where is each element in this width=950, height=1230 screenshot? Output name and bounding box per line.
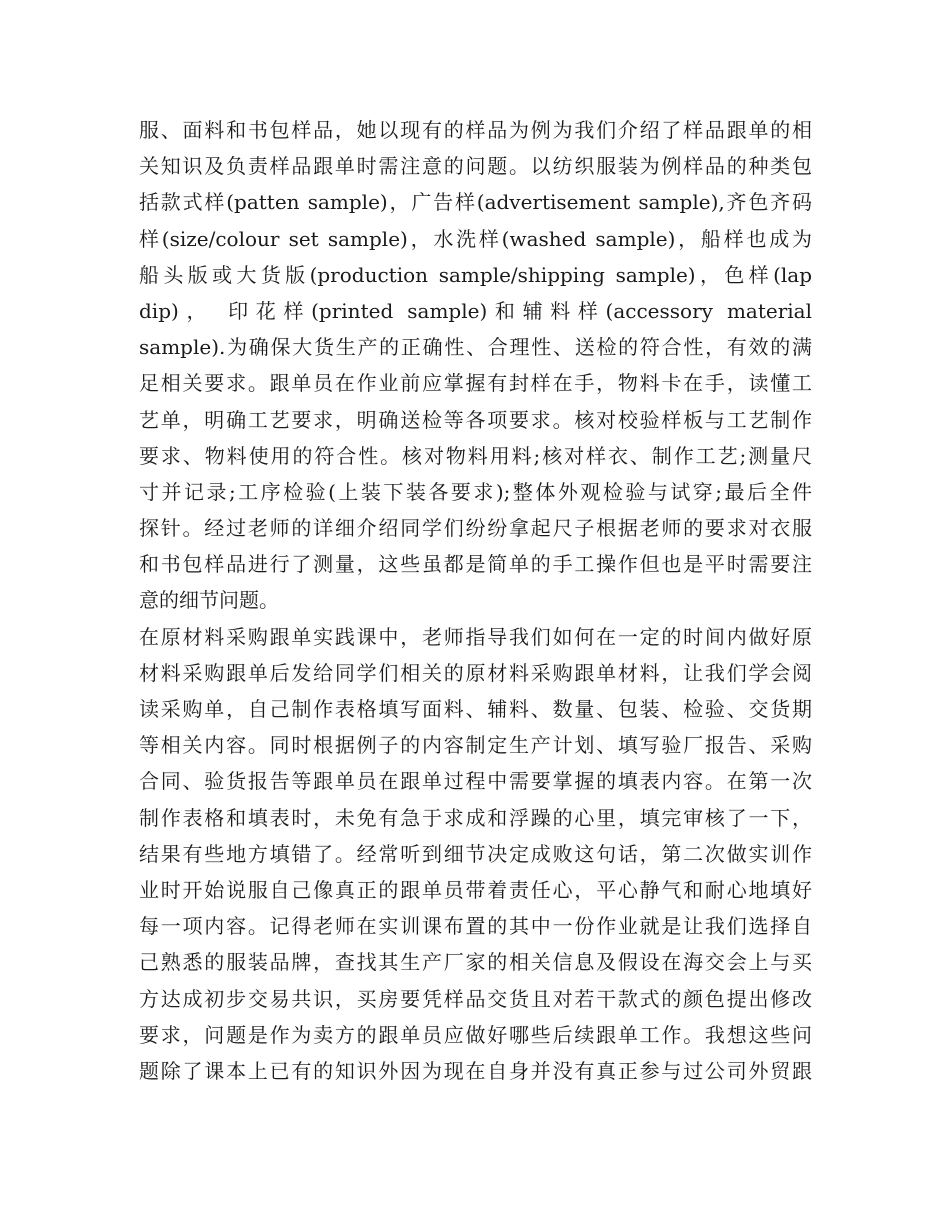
- text-line: 足相关要求。跟单员在作业前应掌握有封样在手，物料卡在手，读懂工: [139, 371, 812, 396]
- text-line: 合同、验货报告等跟单员在跟单过程中需要掌握的填表内容。在第一次: [139, 769, 812, 794]
- paragraph-1: [139, 112, 812, 619]
- text-line: 要求，问题是作为卖方的跟单员应做好哪些后续跟单工作。我想这些问: [139, 1022, 812, 1047]
- text-line: 服、面料和书包样品，她以现有的样品为例为我们介绍了样品跟单的相: [139, 118, 812, 142]
- text-line: 读采购单，自己制作表格填写面料、辅料、数量、包装、检验、交货期: [139, 697, 812, 721]
- text-line: 和书包样品进行了测量，这些虽都是简单的手工操作但也是平时需要注: [139, 552, 812, 577]
- body-text: [139, 112, 812, 1089]
- text-line: 寸并记录;工序检验(上装下装各要求);整体外观检验与试穿;最后全件: [139, 479, 812, 504]
- text-line: 等相关内容。同时根据例子的内容制定生产计划、填写验厂报告、采购: [139, 733, 812, 758]
- text-line: 每一项内容。记得老师在实训课布置的其中一份作业就是让我们选择自: [139, 914, 812, 939]
- text-line: 材料采购跟单后发给同学们相关的原材料采购跟单材料，让我们学会阅: [139, 660, 812, 685]
- text-line: 在原材料采购跟单实践课中，老师指导我们如何在一定的时间内做好原: [139, 624, 812, 649]
- text-line: 样(size/colour set sample)，水洗样(washed sample)，船样也成为: [139, 226, 812, 251]
- text-line: 意的细节问题。: [139, 588, 279, 613]
- text-line: 制作表格和填表时，未免有急于求成和浮躁的心里，填完审核了一下，: [139, 805, 812, 830]
- text-line: 括款式样(patten sample)，广告样(advertisement sample),齐色齐码: [139, 190, 812, 215]
- text-line: 船头版或大货版(production sample/shipping sample)，色样(lap: [139, 262, 812, 287]
- text-line: 己熟悉的服装品牌，查找其生产厂家的相关信息及假设在海交会上与买: [139, 950, 812, 975]
- text-line: 探针。经过老师的详细介绍同学们纷纷拿起尺子根据老师的要求对衣服: [139, 516, 812, 541]
- text-line: 题除了课本上已有的知识外因为现在自身并没有真正参与过公司外贸跟: [139, 1058, 812, 1083]
- text-line: dip)， 印花样(printed sample)和辅料样(accessory material: [139, 298, 812, 323]
- text-line: 要求、物料使用的符合性。核对物料用料;核对样衣、制作工艺;测量尺: [139, 443, 812, 468]
- text-line: 方达成初步交易共识，买房要凭样品交货且对若干款式的颜色提出修改: [139, 986, 812, 1011]
- text-line: sample).为确保大货生产的正确性、合理性、送检的符合性，有效的满: [139, 335, 812, 360]
- text-line: 艺单，明确工艺要求，明确送检等各项要求。核对校验样板与工艺制作: [139, 407, 812, 432]
- text-line: 关知识及负责样品跟单时需注意的问题。以纺织服装为例样品的种类包: [139, 154, 812, 179]
- text-line: 业时开始说服自己像真正的跟单员带着责任心，平心静气和耐心地填好: [139, 877, 812, 902]
- paragraph-2: [139, 619, 812, 1089]
- text-line: 结果有些地方填错了。经常听到细节决定成败这句话，第二次做实训作: [139, 841, 812, 866]
